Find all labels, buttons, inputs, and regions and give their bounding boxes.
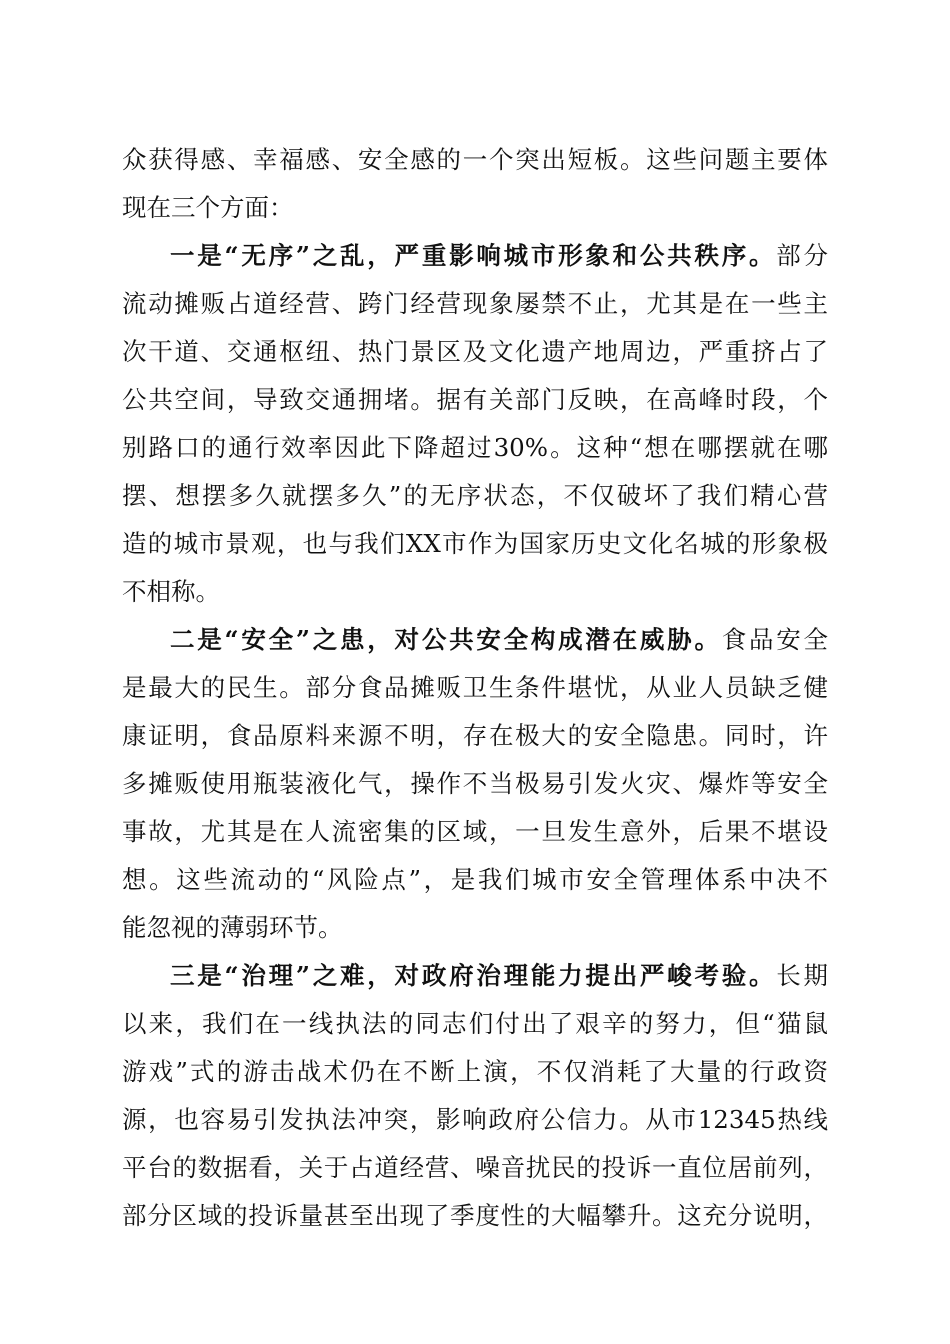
paragraph-lead-heading: 二是“安全”之患，对公共安全构成潜在威胁。 xyxy=(170,625,722,654)
text-line: 能忽视的薄弱环节。 xyxy=(122,913,343,942)
paragraph-first-line xyxy=(170,955,828,997)
text-line: 康证明，食品原料来源不明，存在极大的安全隐患。同时，许 xyxy=(122,721,828,750)
text-line: 造的城市景观，也与我们XX市作为国家历史文化名城的形象极 xyxy=(122,529,828,558)
paragraph-lead-rest: 部分 xyxy=(776,241,828,270)
text-line: 平台的数据看，关于占道经营、噪音扰民的投诉一直位居前列， xyxy=(122,1153,828,1182)
text-line: 摆、想摆多久就摆多久”的无序状态，不仅破坏了我们精心营 xyxy=(122,481,828,510)
paragraph-first-line xyxy=(170,235,828,277)
text-line: 游戏”式的游击战术仍在不断上演，不仅消耗了大量的行政资 xyxy=(122,1057,828,1086)
paragraph-lead-heading: 三是“治理”之难，对政府治理能力提出严峻考验。 xyxy=(170,961,777,990)
text-line: 想。这些流动的“风险点”，是我们城市安全管理体系中决不 xyxy=(122,865,828,894)
text-line: 公共空间，导致交通拥堵。据有关部门反映，在高峰时段，个 xyxy=(122,385,828,414)
text-line: 是最大的民生。部分食品摊贩卫生条件堪忧，从业人员缺乏健 xyxy=(122,673,828,702)
text-line: 源，也容易引发执法冲突，影响政府公信力。从市12345热线 xyxy=(122,1105,828,1134)
text-line: 别路口的通行效率因此下降超过30%。这种“想在哪摆就在哪 xyxy=(122,433,828,462)
text-line: 次干道、交通枢纽、热门景区及文化遗产地周边，严重挤占了 xyxy=(122,337,828,366)
paragraph-first-line xyxy=(170,619,828,661)
paragraph-lead-rest: 长期 xyxy=(776,961,828,990)
text-line: 事故，尤其是在人流密集的区域，一旦发生意外，后果不堪设 xyxy=(122,817,828,846)
text-line: 流动摊贩占道经营、跨门经营现象屡禁不止，尤其是在一些主 xyxy=(122,289,828,318)
paragraph-lead-heading: 一是“无序”之乱，严重影响城市形象和公共秩序。 xyxy=(170,241,777,270)
text-line: 以来，我们在一线执法的同志们付出了艰辛的努力，但“猫鼠 xyxy=(122,1009,828,1038)
paragraph-lead-rest: 食品安全 xyxy=(721,625,828,654)
text-line: 多摊贩使用瓶装液化气，操作不当极易引发火灾、爆炸等安全 xyxy=(122,769,828,798)
text-line: 不相称。 xyxy=(122,577,220,606)
text-line: 部分区域的投诉量甚至出现了季度性的大幅攀升。这充分说明， xyxy=(122,1201,828,1230)
text-line: 现在三个方面： xyxy=(122,193,294,222)
text-line: 众获得感、幸福感、安全感的一个突出短板。这些问题主要体 xyxy=(122,145,828,174)
